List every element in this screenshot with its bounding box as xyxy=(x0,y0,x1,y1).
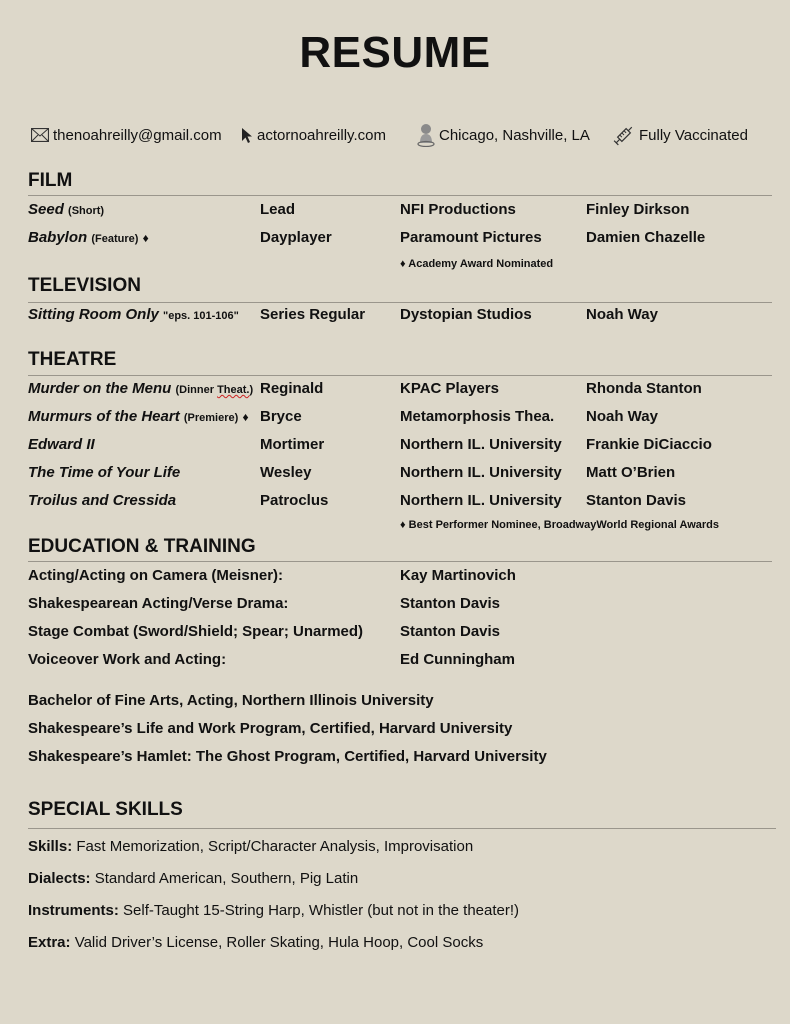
award-marker: ♦ xyxy=(242,410,249,424)
credit-role: Wesley xyxy=(260,464,312,481)
skill-label: Extra: xyxy=(28,934,71,951)
film-heading: FILM xyxy=(28,170,73,191)
film-divider xyxy=(28,195,772,196)
credit-company: Paramount Pictures xyxy=(400,229,542,246)
skills-divider xyxy=(28,828,776,829)
credit-row xyxy=(28,201,772,223)
film-footnote: ♦ Academy Award Nominated xyxy=(400,258,554,270)
contact-website[interactable] xyxy=(240,125,386,145)
credit-row xyxy=(28,492,772,514)
credit-note: (Dinner Theat.) xyxy=(175,384,254,396)
credit-role: Bryce xyxy=(260,408,302,425)
contact-bar xyxy=(30,125,760,147)
degree-item: Bachelor of Fine Arts, Acting, Northern Illinois University xyxy=(28,692,434,709)
spellcheck-underline: Theat. xyxy=(217,384,250,396)
television-divider xyxy=(28,302,772,303)
contact-location xyxy=(416,125,590,145)
skill-value: Standard American, Southern, Pig Latin xyxy=(90,870,359,887)
training-teacher: Kay Martinovich xyxy=(400,567,516,584)
page-title: RESUME xyxy=(299,28,491,77)
credit-director: Matt O’Brien xyxy=(586,464,676,481)
credit-note: (Short) xyxy=(68,205,105,217)
credit-title: Babylon xyxy=(28,229,88,246)
credit-role: Reginald xyxy=(260,380,324,397)
skill-item xyxy=(28,902,519,919)
credit-company: KPAC Players xyxy=(400,380,499,397)
credit-company: Northern IL. University xyxy=(400,436,562,453)
credit-role: Lead xyxy=(260,201,296,218)
theatre-divider xyxy=(28,375,772,376)
credit-director: Rhonda Stanton xyxy=(586,380,702,397)
skill-item xyxy=(28,838,473,855)
credit-row xyxy=(28,306,772,328)
education-heading: EDUCATION & TRAINING xyxy=(28,536,256,557)
email-text: thenoahreilly@gmail.com xyxy=(53,126,222,144)
award-marker: ♦ xyxy=(142,231,149,245)
credit-company: Northern IL. University xyxy=(400,464,562,481)
credit-role: Dayplayer xyxy=(260,229,332,246)
credit-title: Troilus and Cressida xyxy=(28,492,177,509)
skill-value: Fast Memorization, Script/Character Analysis, Improvisation xyxy=(72,838,474,855)
credit-row xyxy=(28,408,772,430)
credit-director: Stanton Davis xyxy=(586,492,687,509)
skill-value: Self-Taught 15-String Harp, Whistler (but not in the theater!) xyxy=(118,902,520,919)
envelope-icon xyxy=(30,125,50,145)
credit-row xyxy=(28,436,772,458)
skill-label: Skills: xyxy=(28,838,73,855)
credit-role: Series Regular xyxy=(260,306,366,323)
credit-director: Frankie DiCiaccio xyxy=(586,436,712,453)
credit-title: The Time of Your Life xyxy=(28,464,181,481)
credit-director: Noah Way xyxy=(586,306,658,323)
credit-company: Metamorphosis Thea. xyxy=(400,408,555,425)
credit-company: Dystopian Studios xyxy=(400,306,532,323)
training-subject: Shakespearean Acting/Verse Drama: xyxy=(28,595,289,612)
credit-company: Northern IL. University xyxy=(400,492,562,509)
contact-vaccination xyxy=(612,125,748,145)
credit-title: Murmurs of the Heart xyxy=(28,408,180,425)
credit-note: (Feature) xyxy=(91,233,139,245)
skill-value: Valid Driver’s License, Roller Skating, Hula Hoop, Cool Socks xyxy=(70,934,484,951)
credit-row xyxy=(28,380,772,402)
theatre-footnote: ♦ Best Performer Nominee, BroadwayWorld Regional Awards xyxy=(400,519,719,531)
credit-note: (Premiere) xyxy=(183,412,239,424)
vaccination-text: Fully Vaccinated xyxy=(639,126,748,144)
credit-title: Edward II xyxy=(28,436,95,453)
education-divider xyxy=(28,561,772,562)
credit-director: Damien Chazelle xyxy=(586,229,706,246)
credit-title: Murder on the Menu xyxy=(28,380,172,397)
training-teacher: Stanton Davis xyxy=(400,595,501,612)
person-pin-icon xyxy=(416,125,436,145)
skill-item xyxy=(28,870,358,887)
television-heading: TELEVISION xyxy=(28,275,141,296)
training-teacher: Ed Cunningham xyxy=(400,651,515,668)
credit-note: "eps. 101-106" xyxy=(163,310,239,322)
syringe-icon xyxy=(612,125,636,145)
skills-heading: SPECIAL SKILLS xyxy=(28,799,183,820)
cursor-icon xyxy=(240,125,254,145)
skill-label: Instruments: xyxy=(28,902,119,919)
training-subject: Voiceover Work and Acting: xyxy=(28,651,227,668)
theatre-heading: THEATRE xyxy=(28,349,117,370)
skill-label: Dialects: xyxy=(28,870,91,887)
degree-item: Shakespeare’s Hamlet: The Ghost Program, Certified, Harvard University xyxy=(28,748,547,765)
credit-role: Mortimer xyxy=(260,436,325,453)
credit-role: Patroclus xyxy=(260,492,329,509)
training-teacher: Stanton Davis xyxy=(400,623,501,640)
credit-title: Seed xyxy=(28,201,64,218)
degree-item: Shakespeare’s Life and Work Program, Certified, Harvard University xyxy=(28,720,513,737)
credit-director: Noah Way xyxy=(586,408,658,425)
contact-email[interactable] xyxy=(30,125,222,145)
credit-title: Sitting Room Only xyxy=(28,306,159,323)
location-text: Chicago, Nashville, LA xyxy=(439,126,590,144)
credit-company: NFI Productions xyxy=(400,201,516,218)
training-subject: Stage Combat (Sword/Shield; Spear; Unarmed) xyxy=(28,623,364,640)
training-subject: Acting/Acting on Camera (Meisner): xyxy=(28,567,284,584)
skill-item xyxy=(28,934,483,951)
credit-row xyxy=(28,464,772,486)
credit-row xyxy=(28,229,772,251)
website-text: actornoahreilly.com xyxy=(257,126,386,144)
credit-director: Finley Dirkson xyxy=(586,201,690,218)
